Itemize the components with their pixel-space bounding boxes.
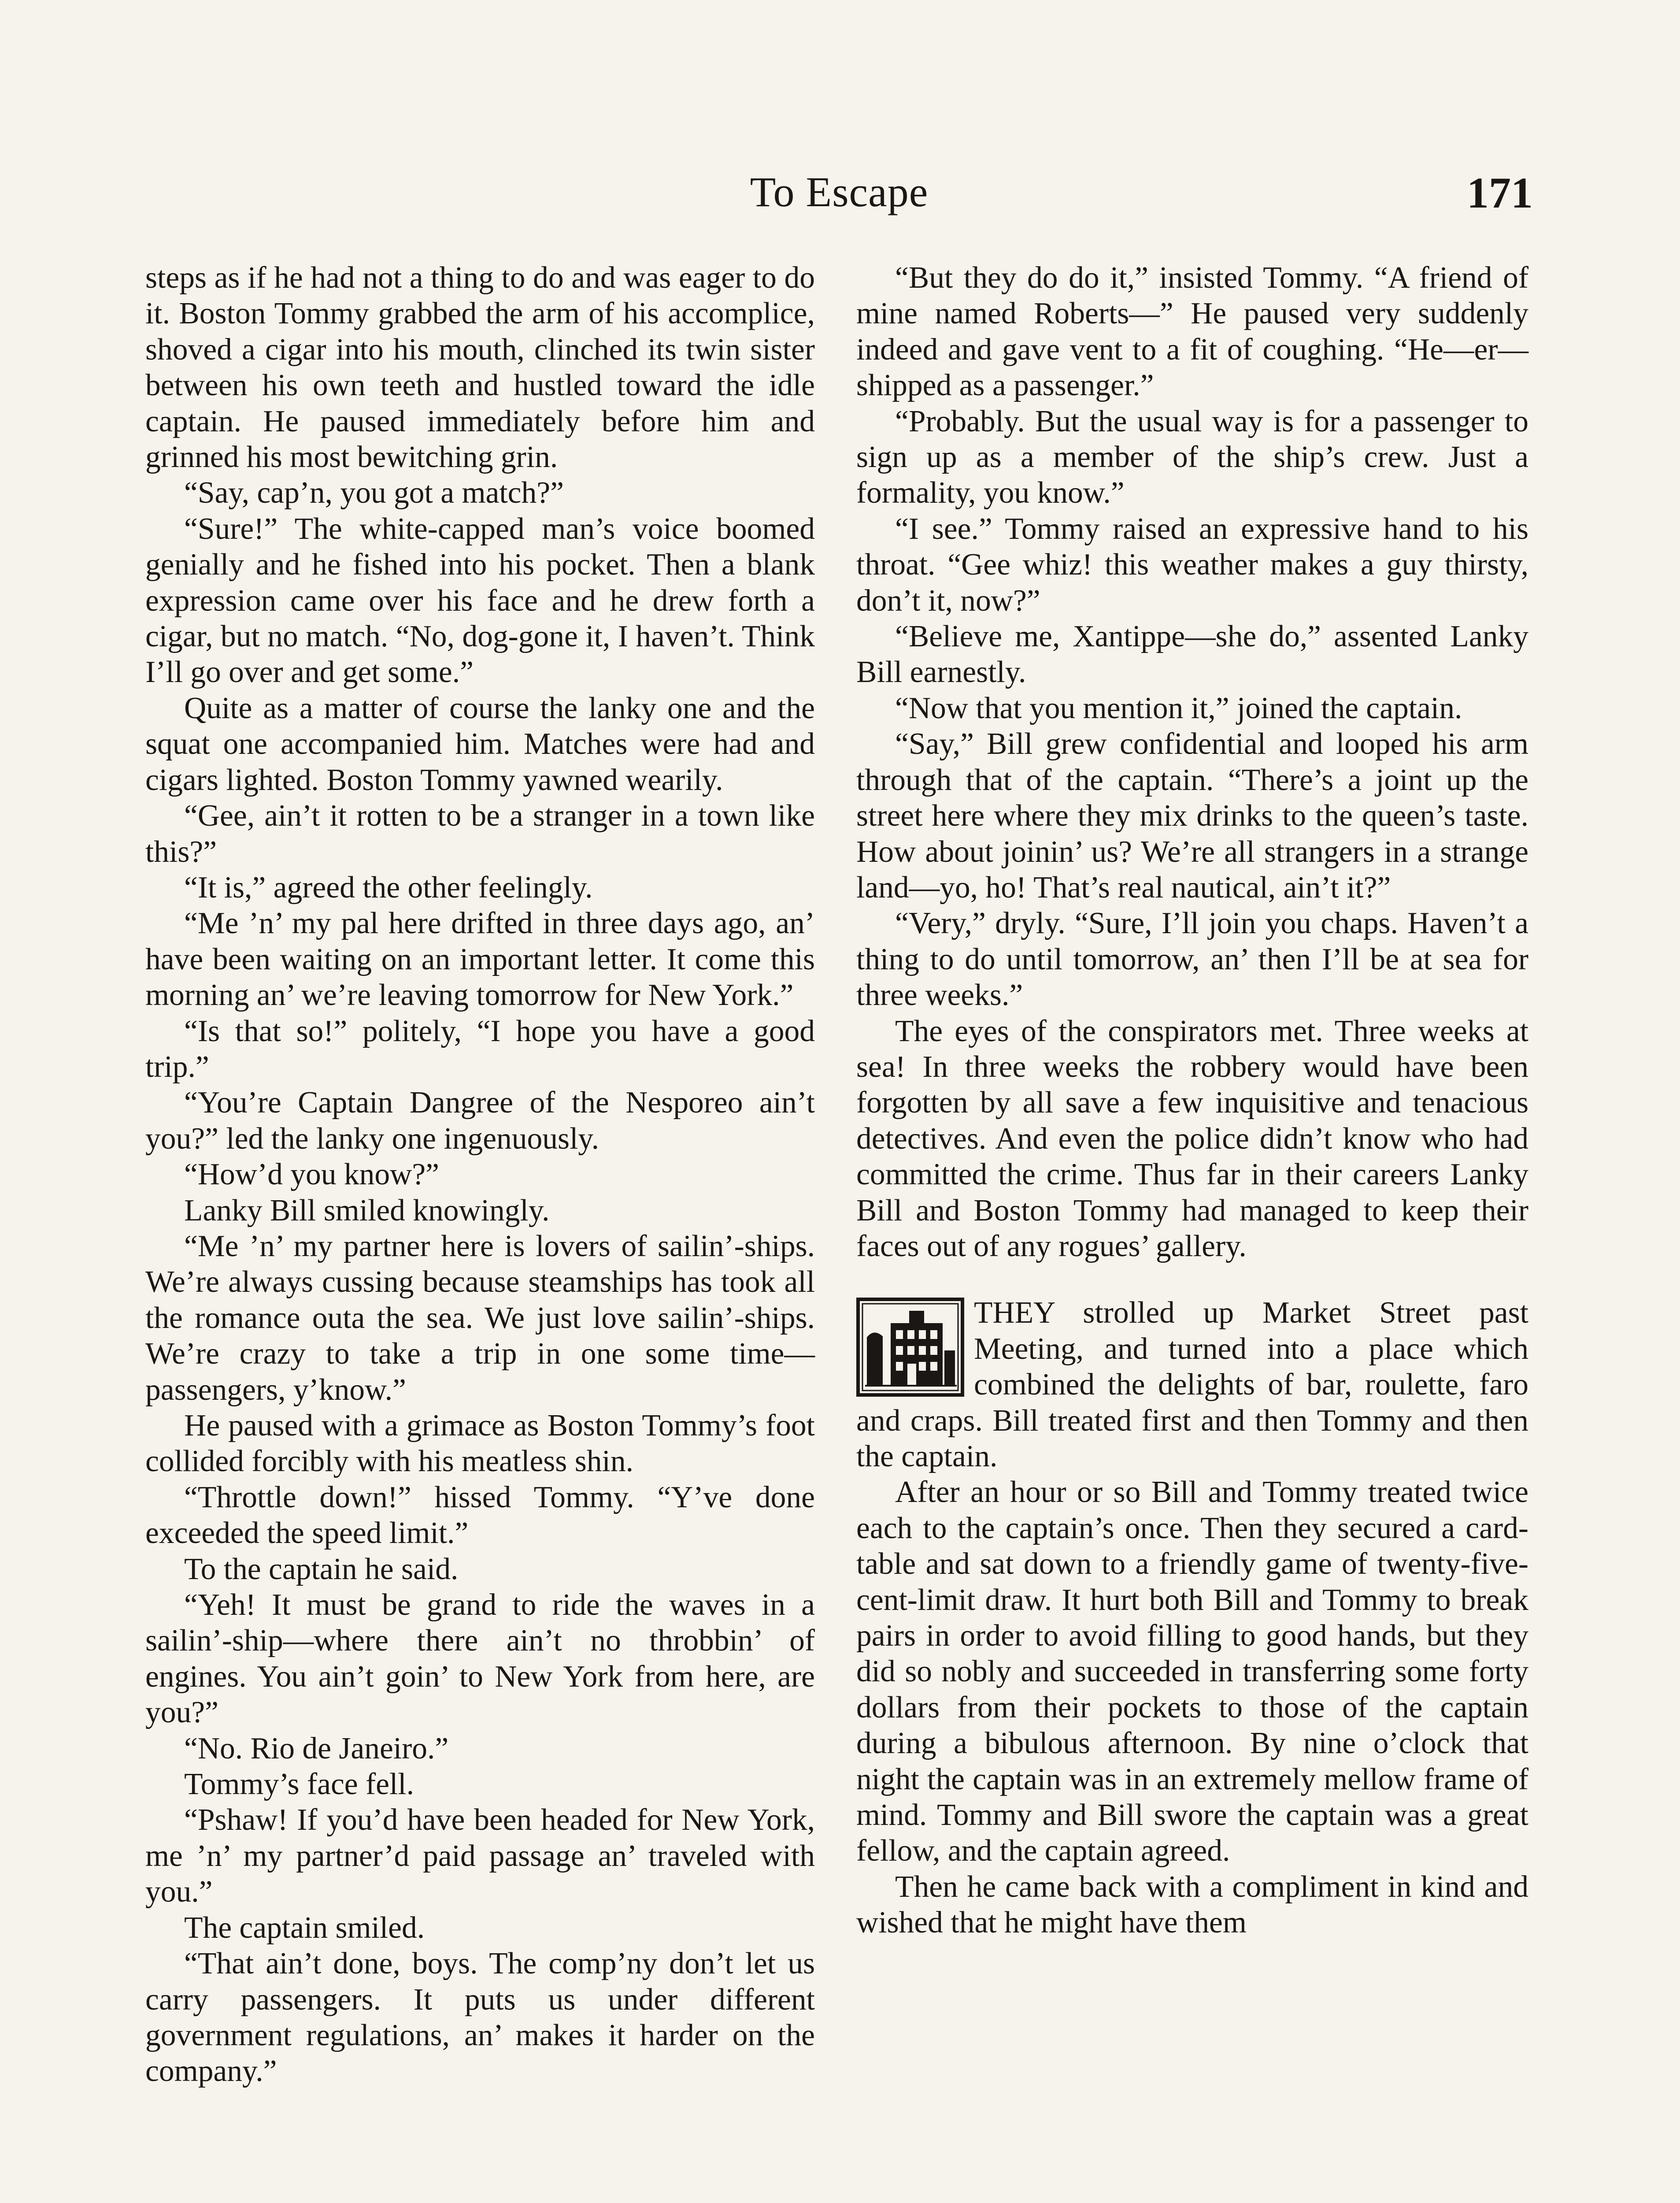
building-illustration-icon (856, 1298, 964, 1397)
paragraph: “That ain’t done, boys. The comp’ny don’t let us carry passengers. It puts us under different government regulations, an’ makes it harder on the company.” (145, 1947, 815, 2088)
paragraph: He paused with a grimace as Boston Tommy’s foot collided forcibly with his meatless shin. (145, 1409, 815, 1479)
section-opening (856, 1295, 1528, 1474)
paragraph: “How’d you know?” (184, 1157, 440, 1192)
paragraph: “But they do do it,” insisted Tommy. “A friend of mine named Roberts—” He paused very suddenly indeed and gave vent to a fit of coughing. “He—er—shipped as a passenger.” (856, 261, 1528, 403)
paragraph: “Is that so!” politely, “I hope you have a good trip.” (145, 1014, 815, 1084)
paragraph: “Me ’n’ my pal here drifted in three days ago, an’ have been waiting on an important letter. It come this morning an’ we’re leaving tomorrow for New York.” (145, 906, 815, 1012)
paragraph: Lanky Bill smiled knowingly. (184, 1193, 550, 1228)
paragraph: The eyes of the conspirators met. Three weeks at sea! In three weeks the robbery would have been forgotten by all save a few inquisitive and tenacious detectives. And even the police didn’t know who had committed the crime. Thus far in their careers Lanky Bill and Boston Tommy had managed to keep their faces out of any rogues’ gallery. (856, 1014, 1528, 1263)
paragraph: “I see.” Tommy raised an expressive hand to his throat. “Gee whiz! this weather makes a guy thirsty, don’t it, now?” (856, 512, 1528, 618)
section-break (856, 1264, 1528, 1295)
paragraph: steps as if he had not a thing to do and was eager to do it. Boston Tommy grabbed the arm of his accomplice, shoved a cigar into his mouth, clinched its twin sister between his own teeth and hustled toward the idle captain. He paused immediately before him and grinned his most bewitching grin. (145, 261, 815, 475)
paragraph: “Probably. But the usual way is for a passenger to sign up as a member of the ship’s crew. Just a formality, you know.” (856, 404, 1528, 510)
paragraph: After an hour or so Bill and Tommy treated twice each to the captain’s once. Then they secured a card-table and sat down to a friendly game of twenty-five-cent-limit draw. It hurt both Bill and Tommy to break pairs in order to avoid filling to good hands, but they did so nobly and succeeded in transferring some forty dollars from their pockets to those of the captain during a bibulous afternoon. By nine o’clock that night the captain was in an extremely mellow frame of mind. Tommy and Bill swore the captain was a great fellow, and the captain agreed. (856, 1475, 1528, 1868)
paragraph: “Throttle down!” hissed Tommy. “Y’ve done exceeded the speed limit.” (145, 1480, 815, 1550)
paragraph: “Pshaw! If you’d have been headed for New York, me ’n’ my partner’d paid passage an’ traveled with you.” (145, 1803, 815, 1909)
paragraph: The captain smiled. (184, 1910, 425, 1945)
paragraph: “Very,” dryly. “Sure, I’ll join you chaps. Haven’t a thing to do until tomorrow, an’ then I’ll be at sea for three weeks.” (856, 906, 1528, 1012)
paragraph: Quite as a matter of course the lanky one and the squat one accompanied him. Matches were had and cigars lighted. Boston Tommy yawned wearily. (145, 691, 815, 797)
right-column (856, 260, 1528, 1941)
paragraph: “Believe me, Xantippe—she do,” assented Lanky Bill earnestly. (856, 619, 1528, 690)
paragraph: “Me ’n’ my partner here is lovers of sailin’-ships. We’re always cussing because steamships has took all the romance outa the sea. We just love sailin’-ships. We’re crazy to take a trip in one some time—passengers, y’know.” (145, 1229, 815, 1407)
paragraph: THEY strolled up Market Street past Meeting, and turned into a place which combined the delights of bar, roulette, faro and craps. Bill treated first and then Tommy and then the captain. (856, 1296, 1528, 1473)
paragraph: “Sure!” The white-capped man’s voice boomed genially and he fished into his pocket. Then a blank expression came over his face and he drew forth a cigar, but no match. “No, dog-gone it, I haven’t. Think I’ll go over and get some.” (145, 512, 815, 690)
paragraph: To the captain he said. (184, 1552, 459, 1586)
paragraph: “Gee, ain’t it rotten to be a stranger in a town like this?” (145, 799, 815, 869)
paragraph: Tommy’s face fell. (184, 1767, 414, 1802)
page-number: 171 (1467, 168, 1533, 217)
paragraph: “Say,” Bill grew confidential and looped his arm through that of the captain. “There’s a joint up the street here where they mix drinks to the queen’s taste. How about joinin’ us? We’re all strangers in a strange land—yo, ho! That’s real nautical, ain’t it?” (856, 727, 1528, 905)
paragraph: Then he came back with a compliment in kind and wished that he might have them (856, 1869, 1528, 1940)
running-title: To Escape (750, 168, 929, 215)
paragraph: “Say, cap’n, you got a match?” (184, 476, 564, 510)
paragraph: “It is,” agreed the other feelingly. (184, 870, 593, 905)
paragraph: “No. Rio de Janeiro.” (184, 1731, 449, 1765)
left-column (145, 260, 815, 2089)
paragraph: “Yeh! It must be grand to ride the waves in a sailin’-ship—where there ain’t no throbbin’ of engines. You ain’t goin’ to New York from here, are you?” (145, 1588, 815, 1730)
paragraph: “Now that you mention it,” joined the captain. (895, 691, 1462, 725)
paragraph: “You’re Captain Dangree of the Nesporeo ain’t you?” led the lanky one ingenuously. (145, 1086, 815, 1156)
page-header (145, 167, 1533, 229)
